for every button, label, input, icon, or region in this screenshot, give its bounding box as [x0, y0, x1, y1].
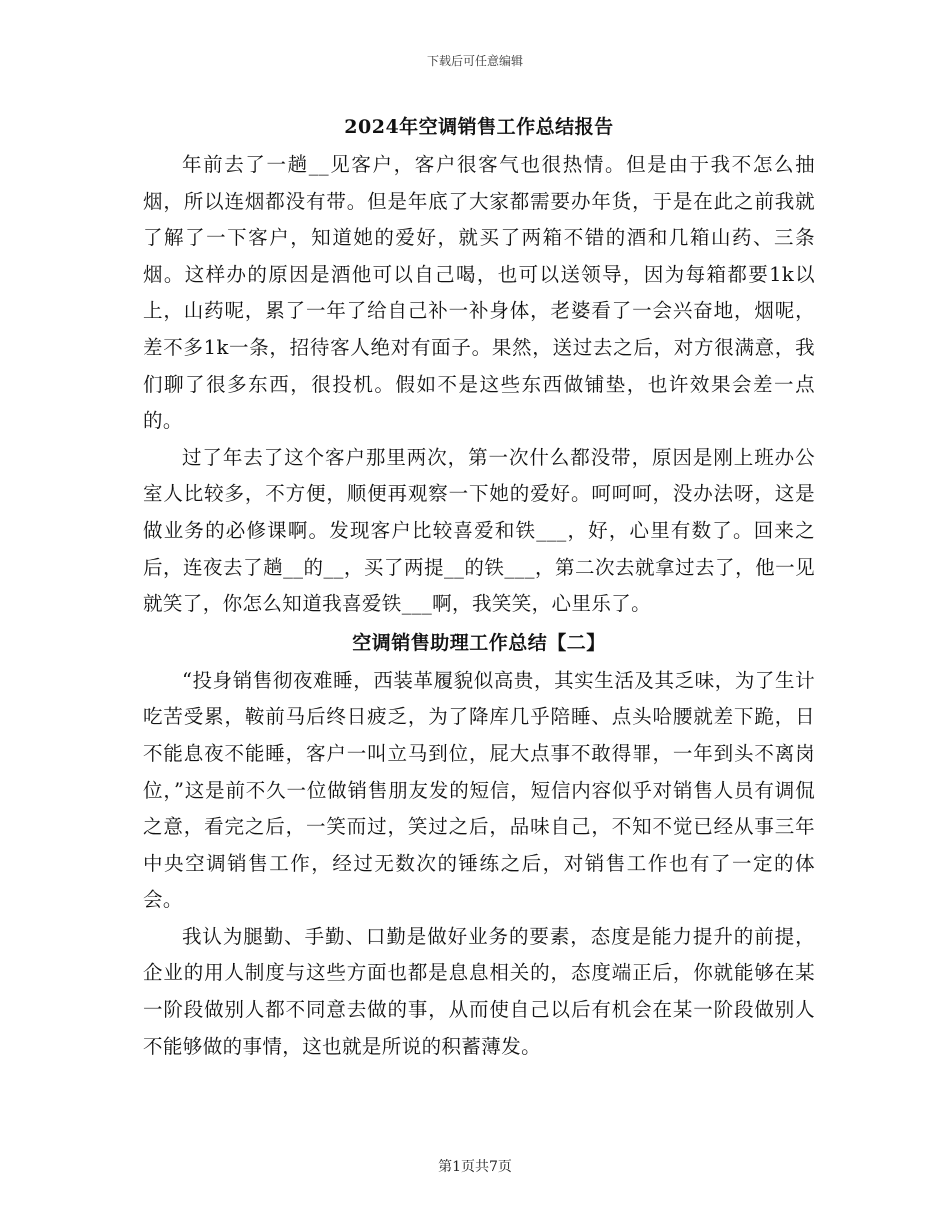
section-2-paragraph-1: “投身销售彻夜难睡，西装革履貌似高贵，其实生活及其乏味，为了生计吃苦受累，鞍前马后终日疲乏，为了降库几乎陪睡、点头哈腰就差下跪，日不能息夜不能睡，客户一叫立马到位，屁大点事不敢得罪，一年到头不离岗位，”这是前不久一位做销售朋友发的短信，短信内容似乎对销售人员有调侃之意，看完之后，一笑而过，笑过之后，品味自己，不知不觉已经从事三年中央空调销售工作，经过无数次的锤练之后，对销售工作也有了一定的体会。 — [143, 668, 815, 912]
document-body — [143, 107, 815, 1065]
page-number: 第1页共7页 — [438, 1159, 512, 1175]
section-1-title: 2024年空调销售工作总结报告 — [344, 116, 614, 138]
section-2-title: 空调销售助理工作总结【二】 — [352, 631, 606, 654]
section-1-paragraph-1: 年前去了一趟__见客户，客户很客气也很热情。但是由于我不怎么抽烟，所以连烟都没有带。但是年底了大家都需要办年货，于是在此之前我就了解了一下客户，知道她的爱好，就买了两箱不错的酒和几箱山药、三条烟。这样办的原因是酒他可以自己喝，也可以送领导，因为每箱都要1k以上，山药呢，累了一年了给自己补一补身体，老婆看了一会兴奋地，烟呢，差不多1k一条，招待客人绝对有面子。果然，送过去之后，对方很满意，我们聊了很多东西，很投机。假如不是这些东西做铺垫，也许效果会差一点的。 — [143, 153, 815, 433]
section-2-paragraph-2: 我认为腿勤、手勤、口勤是做好业务的要素，态度是能力提升的前提，企业的用人制度与这些方面也都是息息相关的，态度端正后，你就能够在某一阶段做别人都不同意去做的事，从而使自己以后有机会在某一阶段做别人不能够做的事情，这也就是所说的积蓄薄发。 — [143, 924, 815, 1058]
section-1-paragraph-2: 过了年去了这个客户那里两次，第一次什么都没带，原因是刚上班办公室人比较多，不方便，顺便再观察一下她的爱好。呵呵呵，没办法呀，这是做业务的必修课啊。发现客户比较喜爱和铁___，好，心里有数了。回来之后，连夜去了趟__的__，买了两提__的铁___，第二次去就拿过去了，他一见就笑了，你怎么知道我喜爱铁___啊，我笑笑，心里乐了。 — [143, 445, 815, 616]
page-header: 下载后可任意编辑 — [426, 54, 523, 68]
